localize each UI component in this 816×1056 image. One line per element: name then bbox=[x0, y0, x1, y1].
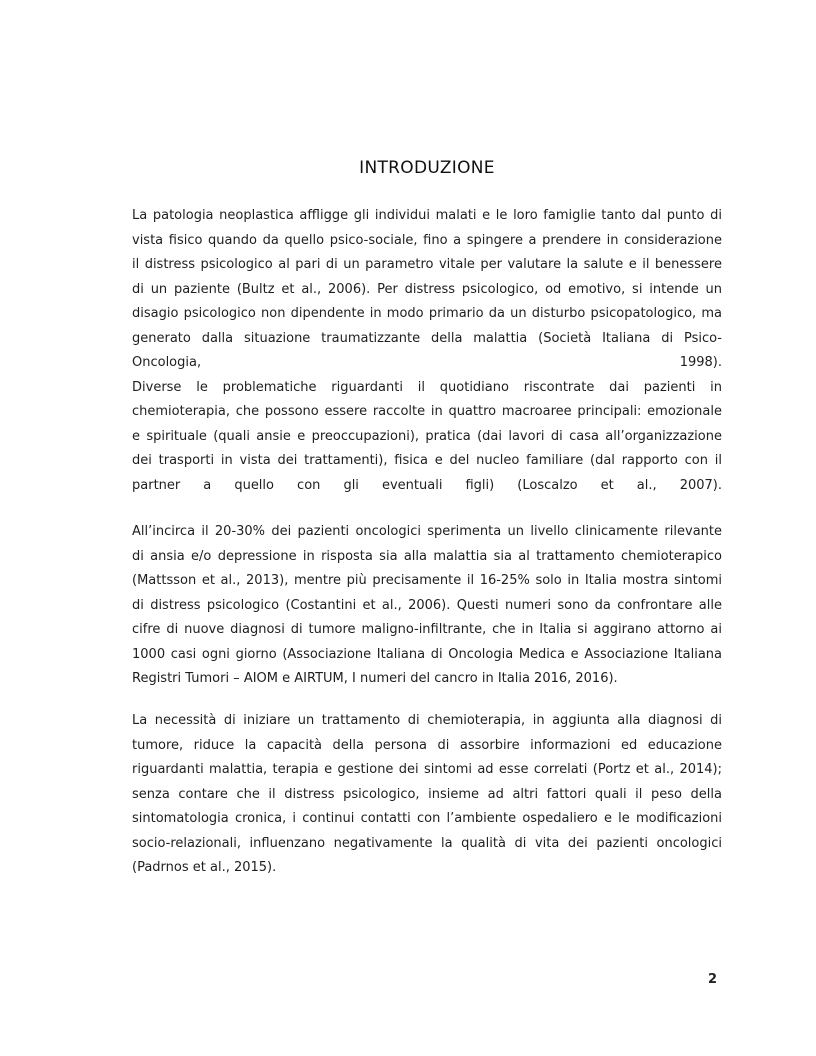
paragraph-line: dei trasporti in vista dei trattamenti), fisica e del nucleo familiare (dal rapporto con il bbox=[132, 453, 722, 468]
paragraph-line: Oncologia, 1998). bbox=[132, 355, 722, 370]
paragraph-1 bbox=[132, 204, 722, 498]
paragraph-line: (Padrnos et al., 2015). bbox=[132, 860, 277, 875]
paragraph-line: La necessità di iniziare un trattamento di chemioterapia, in aggiunta alla diagnosi di bbox=[132, 713, 722, 728]
paragraph-line: 1000 casi ogni giorno (Associazione Italiana di Oncologia Medica e Associazione Italiana bbox=[132, 646, 722, 662]
paragraph-line: sintomatologia cronica, i continui contatti con l’ambiente ospedaliero e le modificazioni bbox=[132, 811, 722, 826]
paragraph-line: vista fisico quando da quello psico-sociale, fino a spingere a prendere in considerazione bbox=[132, 232, 722, 248]
paragraph-line: socio-relazionali, influenzano negativamente la qualità di vita dei pazienti oncologici bbox=[132, 835, 722, 851]
paragraph-line: di ansia e/o depressione in risposta sia alla malattia sia al trattamento chemioterapico bbox=[132, 548, 722, 564]
paragraph-line: La patologia neoplastica affligge gli individui malati e le loro famiglie tanto dal punto di bbox=[132, 208, 722, 223]
paragraph-line: di distress psicologico (Costantini et al., 2006). Questi numeri sono da confrontare alle bbox=[132, 597, 722, 613]
paragraph-line: Registri Tumori – AIOM e AIRTUM, I numeri del cancro in Italia 2016, 2016). bbox=[132, 671, 618, 686]
paragraph-line: tumore, riduce la capacità della persona di assorbire informazioni ed educazione bbox=[132, 737, 722, 753]
paragraph-line: disagio psicologico non dipendente in modo primario da un disturbo psicopatologico, ma bbox=[132, 306, 722, 321]
paragraph-line: partner a quello con gli eventuali figli) (Loscalzo et al., 2007). bbox=[132, 477, 722, 493]
paragraph-line: cifre di nuove diagnosi di tumore maligno-infiltrante, che in Italia si aggirano attorno ai bbox=[132, 622, 722, 637]
paragraph-line: e spirituale (quali ansie e preoccupazioni), pratica (dai lavori di casa all’organizzazione bbox=[132, 428, 722, 444]
page-title: INTRODUZIONE bbox=[359, 158, 495, 178]
page-number: 2 bbox=[708, 972, 718, 987]
paragraph-line: il distress psicologico al pari di un parametro vitale per valutare la salute e il benessere bbox=[132, 257, 722, 272]
paragraph-line: (Mattsson et al., 2013), mentre più precisamente il 16-25% solo in Italia mostra sintomi bbox=[132, 573, 722, 588]
paragraph-line: di un paziente (Bultz et al., 2006). Per distress psicologico, od emotivo, si intende un bbox=[132, 281, 722, 297]
paragraph-2 bbox=[132, 520, 722, 692]
paragraph-line: Diverse le problematiche riguardanti il quotidiano riscontrate dai pazienti in bbox=[132, 379, 722, 395]
paragraph-line: senza contare che il distress psicologico, insieme ad altri fattori quali il peso della bbox=[132, 786, 722, 802]
paragraph-line: riguardanti malattia, terapia e gestione dei sintomi ad esse correlati (Portz et al., 2014); bbox=[132, 762, 722, 777]
paragraph-3 bbox=[132, 709, 722, 881]
paragraph-line: generato dalla situazione traumatizzante della malattia (Società Italiana di Psico- bbox=[132, 330, 722, 346]
paragraph-line: chemioterapia, che possono essere raccolte in quattro macroaree principali: emozionale bbox=[132, 404, 722, 419]
paragraph-line: All’incirca il 20-30% dei pazienti oncologici sperimenta un livello clinicamente rilevante bbox=[132, 524, 722, 539]
